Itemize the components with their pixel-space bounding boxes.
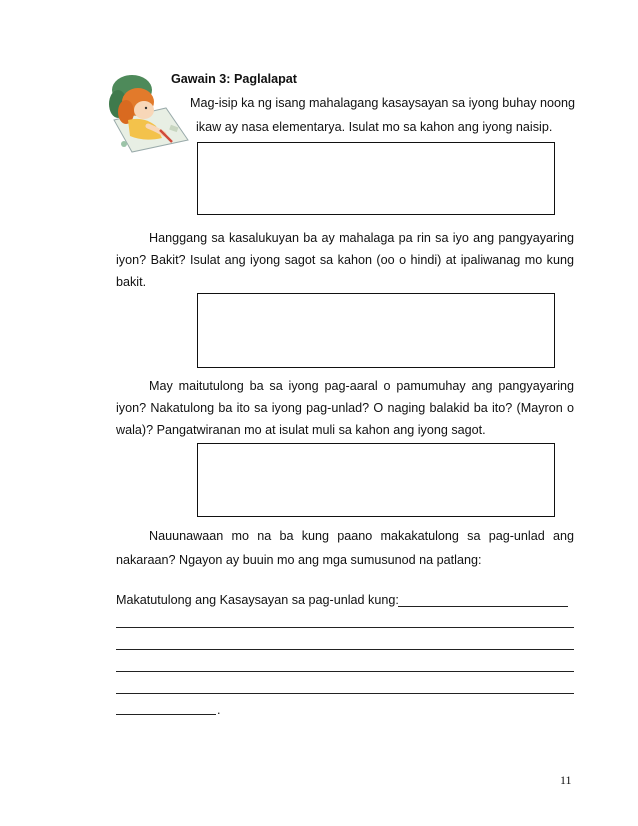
answer-box-2[interactable] xyxy=(197,293,555,368)
blank-line[interactable] xyxy=(116,627,574,628)
page-number: 11 xyxy=(560,773,572,787)
answer-box-1[interactable] xyxy=(197,142,555,215)
blank-line[interactable] xyxy=(116,714,216,715)
instruction-line: ikaw ay nasa elementarya. Isulat mo sa kahon ang iyong naisip. xyxy=(196,120,553,134)
question3-line2: nakaraan? Ngayon ay buuin mo ang mga sumusunod na patlang: xyxy=(116,553,482,567)
blank-line[interactable] xyxy=(398,606,568,607)
question1-line3: bakit. xyxy=(116,275,147,289)
question1-line1: Hanggang sa kasalukuyan ba ay mahalaga pa rin sa iyo ang pangyayaring xyxy=(149,231,574,245)
completion-prompt: Makatutulong ang Kasaysayan sa pag-unlad kung: xyxy=(116,593,399,607)
question3-line1: Nauunawaan mo na ba kung paano makakatulong sa pag-unlad ang xyxy=(149,529,574,543)
activity-title: Gawain 3: Paglalapat xyxy=(171,72,297,86)
question2-line1: May maitutulong ba sa iyong pag-aaral o pamumuhay ang pangyayaring xyxy=(149,379,574,393)
blank-line[interactable] xyxy=(116,693,574,694)
blank-line[interactable] xyxy=(116,649,574,650)
instruction-line: Mag-isip ka ng isang mahalagang kasaysayan sa iyong buhay noong xyxy=(190,96,576,110)
question1-line2: iyon? Bakit? Isulat ang iyong sagot sa kahon (oo o hindi) at ipaliwanag mo kung xyxy=(116,253,574,267)
question2-line3: wala)? Pangatwiranan mo at isulat muli sa kahon ang iyong sagot. xyxy=(116,423,486,437)
completion-end-mark: . xyxy=(217,703,221,717)
blank-line[interactable] xyxy=(116,671,574,672)
question2-line2: iyon? Nakatulong ba ito sa iyong pag-unlad? O naging balakid ba ito? (Mayron o xyxy=(116,401,574,415)
answer-box-3[interactable] xyxy=(197,443,555,517)
